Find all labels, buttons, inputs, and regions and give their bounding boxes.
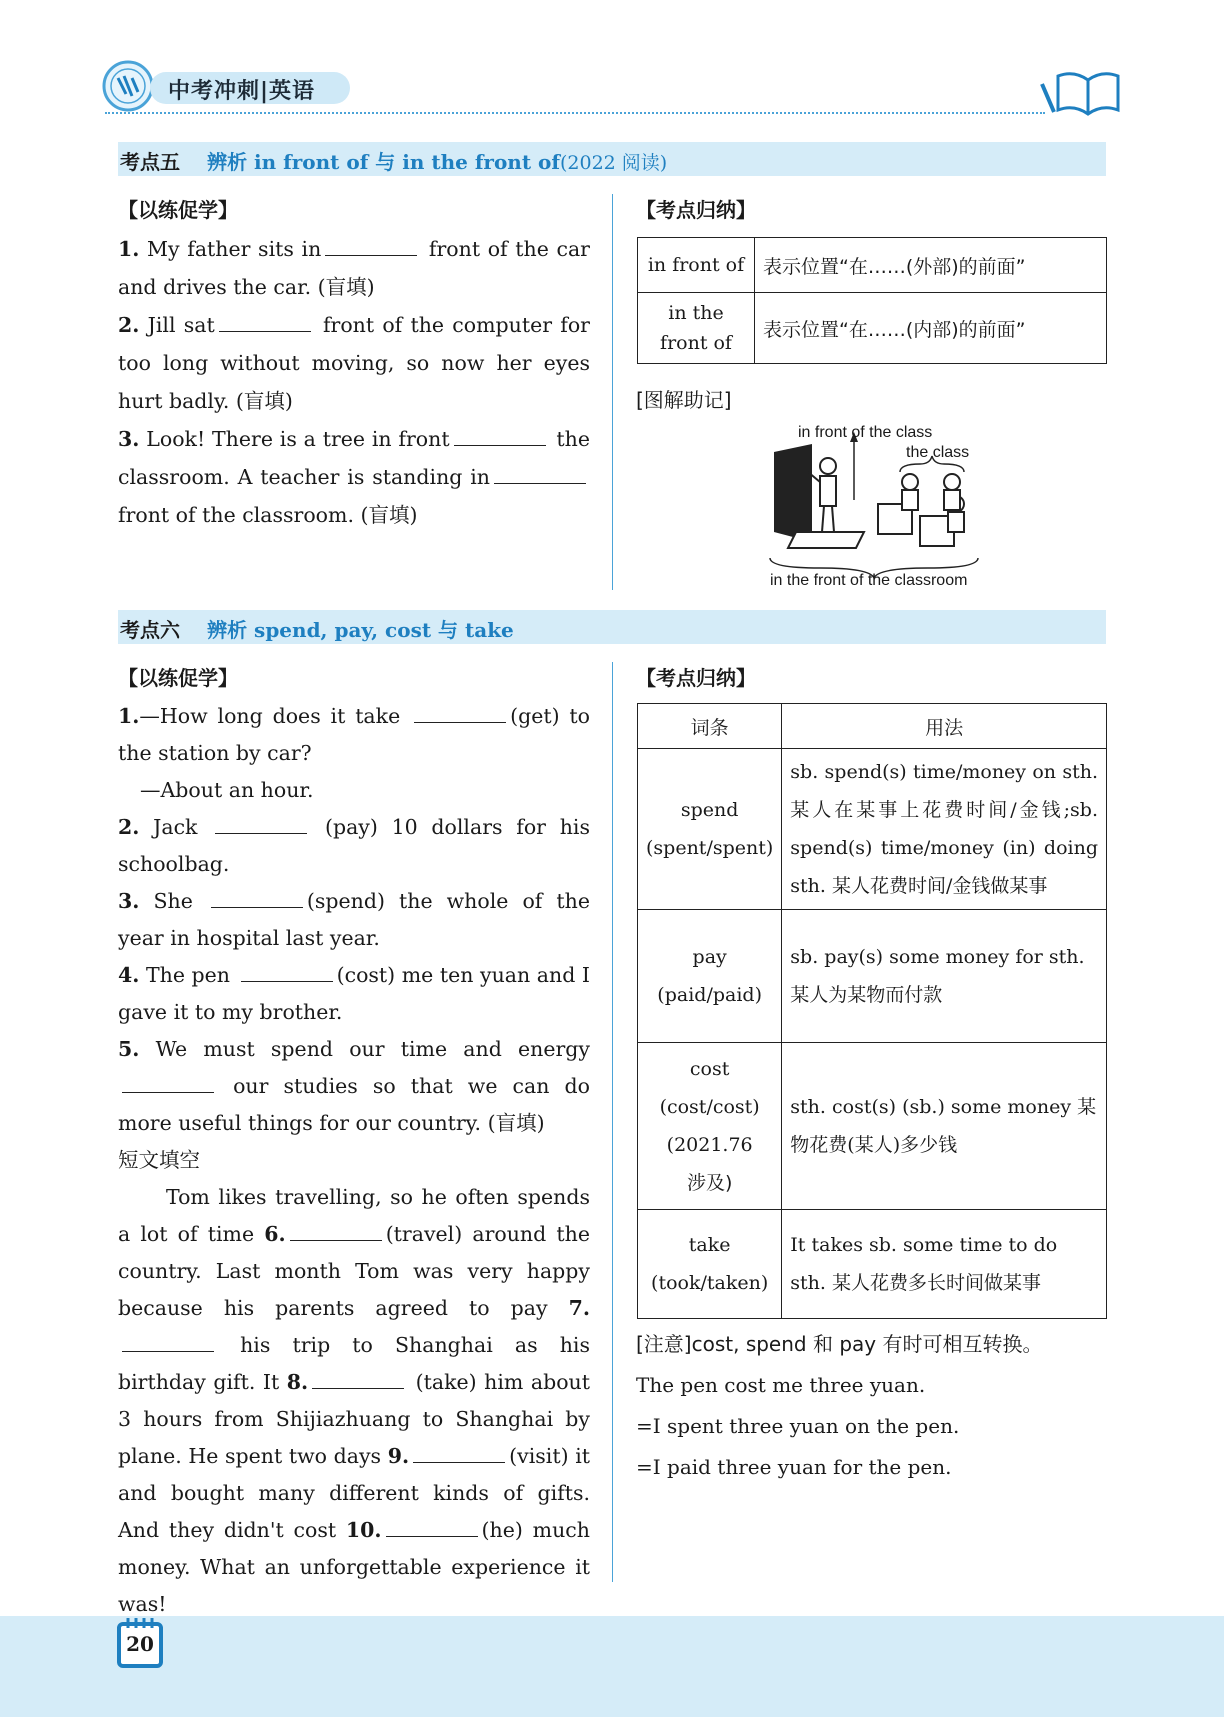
answer-blank[interactable] [122,1074,214,1093]
diagram-heading: [图解助记] [636,388,732,412]
answer-blank[interactable] [211,889,303,908]
logo [102,60,154,112]
section-6-title: 辨析 spend, pay, cost 与 take [207,618,514,642]
question-item: 2. Jill sat front of the computer for too long without moving, so now her eyes hurt badly. (盲填) [118,313,590,413]
section-6-summary-heading: 【考点归纳】 [636,666,756,690]
section-6-questions [118,698,590,1623]
question-item: 5. We must spend our time and energy our studies so that we can do more useful things for our country. (盲填) [118,1037,590,1135]
answer-blank[interactable] [290,1222,382,1241]
answer-blank[interactable] [414,704,506,723]
table-row: in the front of 表示位置“在……(内部)的前面” [638,293,1107,364]
answer-blank[interactable] [241,963,333,982]
section-5-questions [118,230,590,534]
question-item: 4. The pen (cost) me ten yuan and I gave it to my brother. [118,963,590,1024]
passage-heading: 短文填空 [118,1148,200,1172]
table-row: cost (cost/cost) (2021.76 涉及) sth. cost(s) (sb.) some money 某物花费(某人)多少钱 [638,1043,1107,1210]
table-row: take (took/taken) It takes sb. some time to do sth. 某人花费多长时间做某事 [638,1210,1107,1319]
answer-blank[interactable] [312,1370,404,1389]
diagram-label-bottom: in the front of the classroom [770,572,968,589]
section-6-practice-heading: 【以练促学】 [118,666,238,690]
example-line: The pen cost me three yuan. [636,1373,926,1397]
answer-blank[interactable] [215,815,307,834]
section-5-title: 辨析 in front of 与 in the front of [207,150,560,174]
example-line: =I spent three yuan on the pen. [636,1414,960,1438]
diagram-label-top: in front of the class [798,424,933,441]
book-pencil-icon [1038,68,1122,118]
answer-blank[interactable] [219,313,311,332]
question-item: 1.—How long does it take (get) to the station by car? [118,704,590,765]
section-5-practice-heading: 【以练促学】 [118,198,238,222]
section-5-heading [120,146,667,175]
section-5-year: (2022 阅读) [559,152,668,174]
column-divider [612,662,613,1582]
page-header-title: 中考冲刺|英语 [168,79,316,104]
note: [注意]cost, spend 和 pay 有时可相互转换。 [636,1332,1043,1356]
table-row: spend (spent/spent) sb. spend(s) time/money on sth. 某人在某事上花费时间/金钱;sb. spend(s) time/money (in) doing sth. 某人花费时间/金钱做某事 [638,749,1107,910]
answer-blank[interactable] [413,1444,505,1463]
answer-blank[interactable] [325,237,417,256]
header-divider [105,112,1045,114]
answer-blank[interactable] [454,427,546,446]
question-item: 3. Look! There is a tree in front the classroom. A teacher is standing in front of the classroom. (盲填) [118,427,590,527]
table-header-row: 词条 用法 [638,704,1107,749]
footer-band [0,1616,1224,1717]
answer-blank[interactable] [386,1518,478,1537]
table-row: in front of 表示位置“在……(外部)的前面” [638,238,1107,293]
passage: Tom likes travelling, so he often spends a lot of time 6. (travel) around the country. Last month Tom was very happy because his parents agreed to pay 7. his trip to Shanghai as his birthday gift. It 8. (take) him about 3 hours from Shijiazhuang to Shanghai by plane. He spent two days 9. (visit) it and bought many different kinds of gifts. And they didn't cost 10. (he) much money. What an unforgettable experience it was! [118,1185,590,1616]
question-item: 2. Jack (pay) 10 dollars for his schoolbag. [118,815,590,876]
example-line: =I paid three yuan for the pen. [636,1455,952,1479]
section-5-table [637,237,1107,364]
answer-blank[interactable] [494,465,586,484]
note-block [636,1324,1106,1488]
answer-line: —About an hour. [140,778,314,802]
section-6-heading [120,614,514,643]
page-number: 20 [126,1632,154,1656]
question-item: 1. My father sits in front of the car and drives the car. (盲填) [118,237,590,299]
diagram-label-class: the class [906,444,970,461]
section-6-label: 考点六 [120,618,180,642]
column-divider [612,194,613,590]
question-item: 3. She (spend) the whole of the year in hospital last year. [118,889,590,950]
section-6-table [637,703,1107,1319]
answer-blank[interactable] [122,1333,214,1352]
table-row: pay (paid/paid) sb. pay(s) some money for sth. 某人为某物而付款 [638,910,1107,1043]
section-5-label: 考点五 [120,150,180,174]
section-5-summary-heading: 【考点归纳】 [636,198,756,222]
